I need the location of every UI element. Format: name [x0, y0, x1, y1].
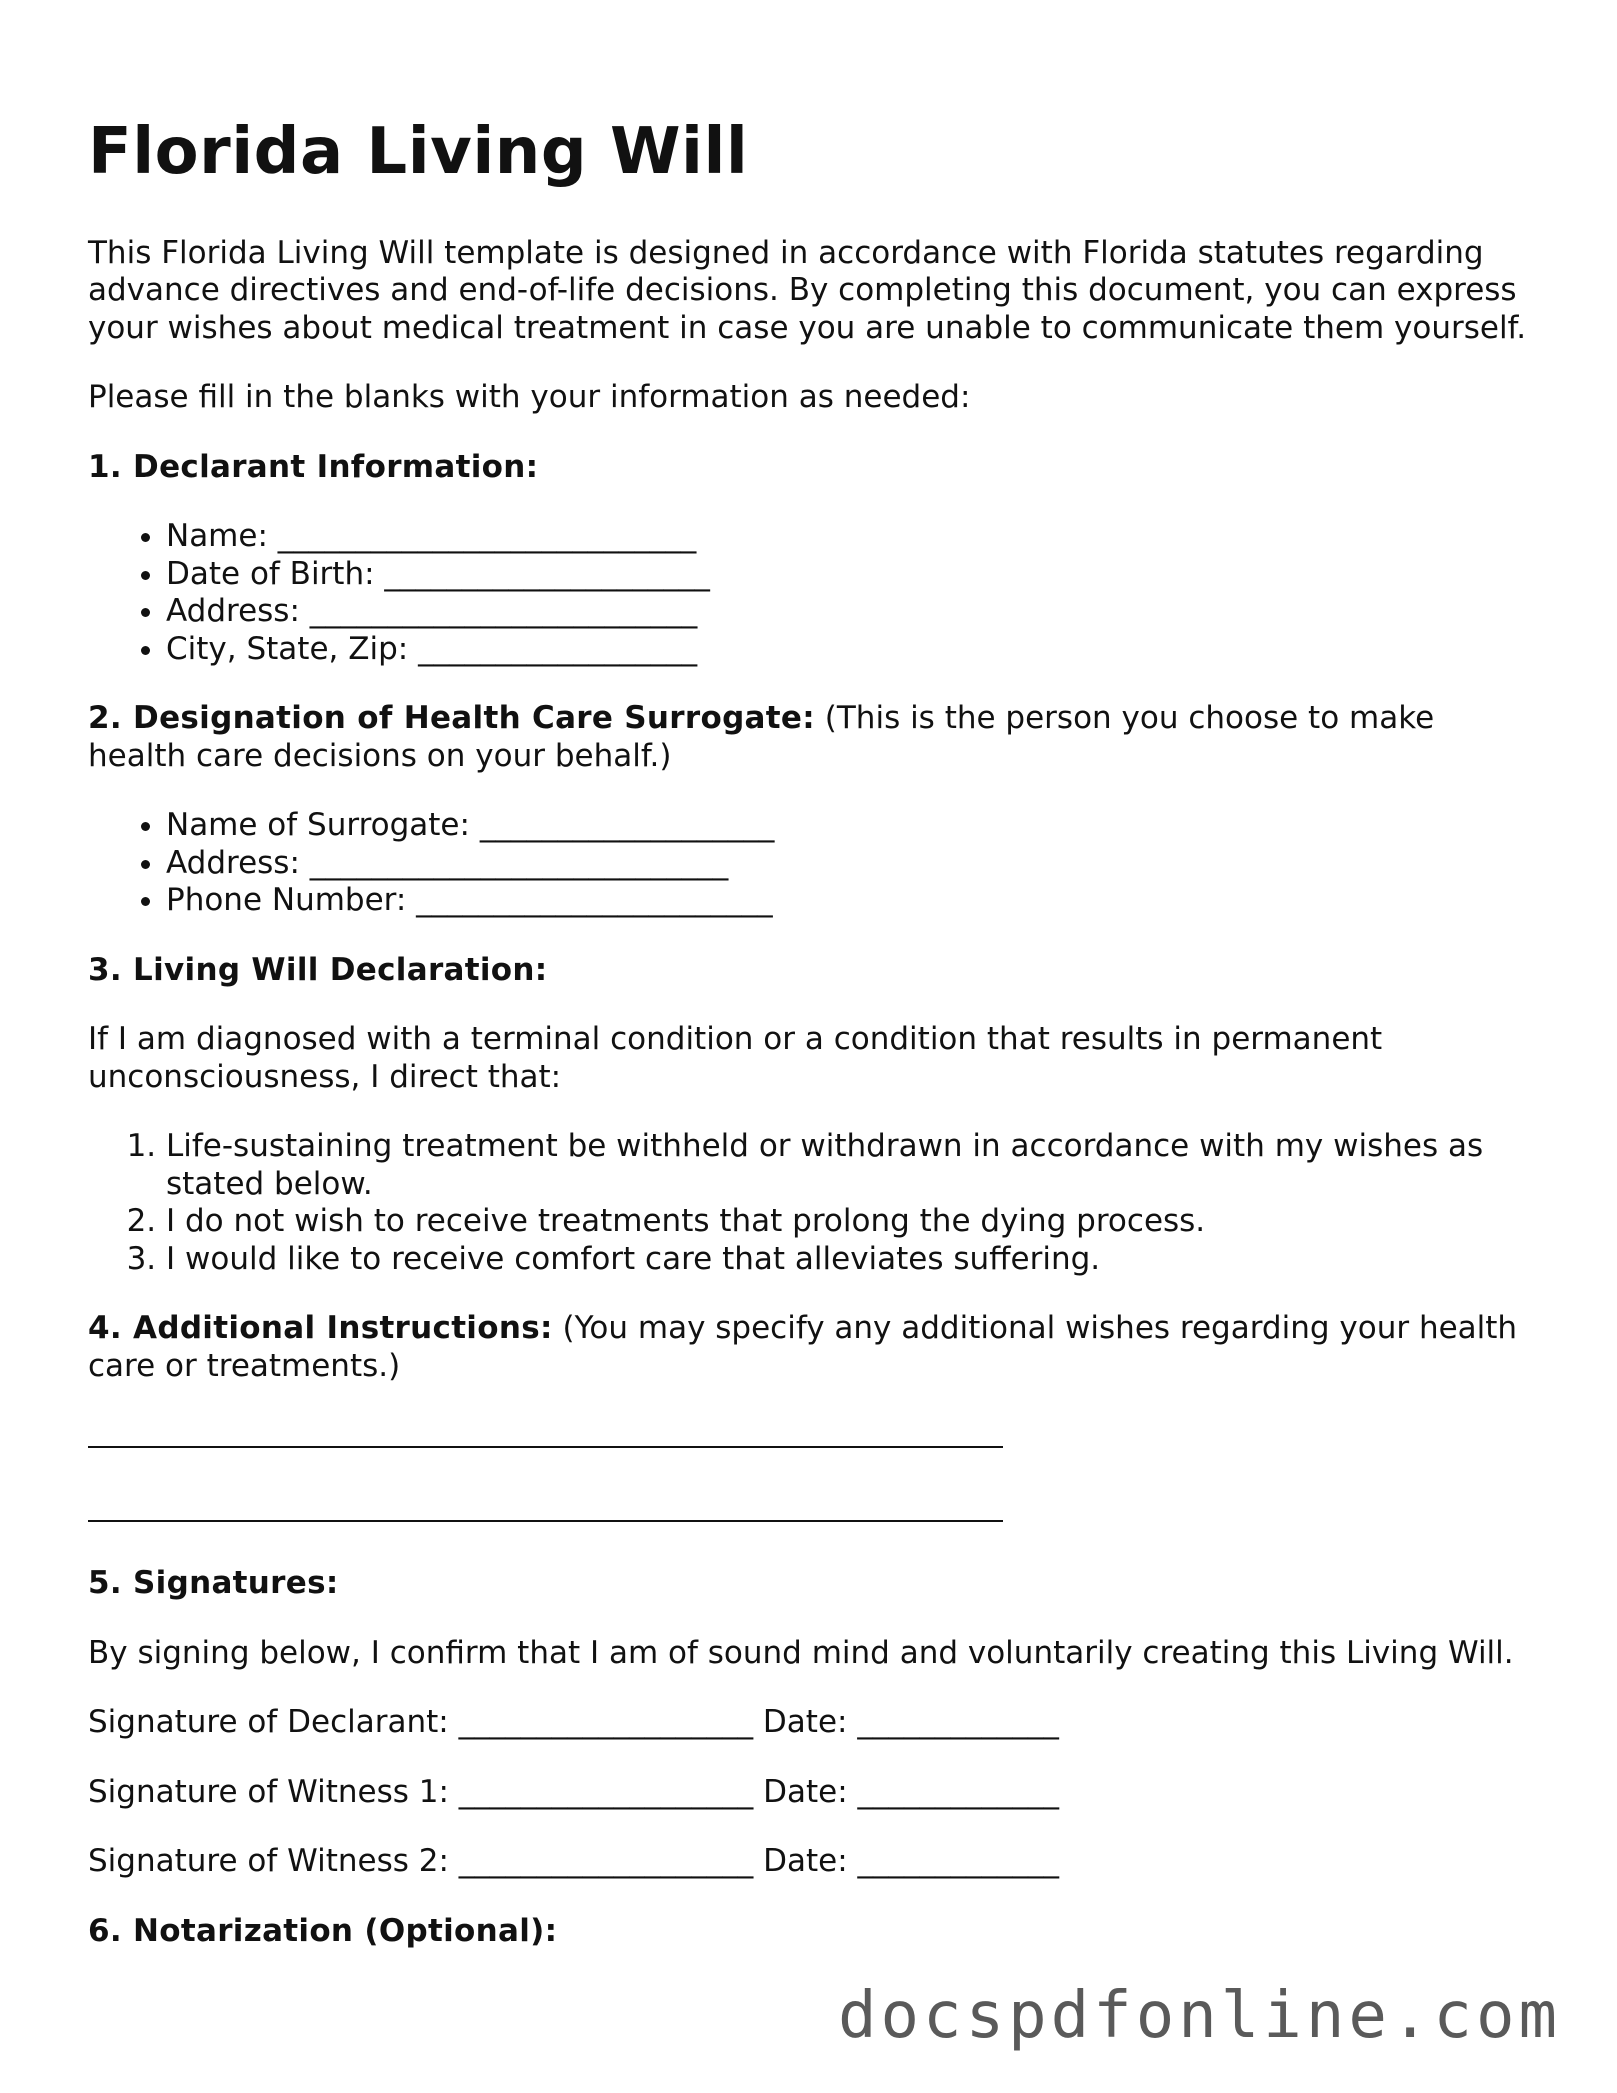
document-title: Florida Living Will	[88, 115, 749, 189]
surrogate-fields-list	[88, 807, 1528, 920]
field-label: Name of Surrogate:	[166, 807, 480, 844]
field-label: Date of Birth:	[166, 555, 385, 592]
signature-blank: ___________________	[458, 1704, 754, 1741]
section-declaration-heading	[88, 952, 1528, 990]
watermark: docspdfonline.com	[837, 1979, 1561, 2053]
field-label: Address:	[166, 844, 310, 881]
declarant-signature-line[interactable]	[88, 1704, 1528, 1742]
field-blank: _______________________	[416, 882, 773, 919]
date-blank: _____________	[857, 1704, 1059, 1741]
signature-blank: ___________________	[458, 1773, 754, 1810]
section-additional-title: 4. Additional Instructions:	[88, 1310, 553, 1347]
signature-label: Signature of Witness 1:	[88, 1773, 459, 1810]
section-declaration-title: 3. Living Will Declaration:	[88, 951, 548, 988]
declarant-address-field[interactable]	[166, 593, 1528, 631]
directive-item: 1. Life-sustaining treatment be withheld or withdrawn in accordance with my wishes as stated below.	[166, 1128, 1528, 1203]
declarant-fields-list	[88, 518, 1528, 668]
section-declarant-title: 1. Declarant Information:	[88, 448, 539, 485]
field-blank: __________________	[418, 630, 698, 667]
field-label: Phone Number:	[166, 882, 417, 919]
directive-item: 2. I do not wish to receive treatments that prolong the dying process.	[166, 1203, 1528, 1241]
fill-instruction: Please fill in the blanks with your information as needed:	[88, 379, 971, 416]
section-additional-note: (You may specify any additional wishes regarding your health care or treatments.)	[88, 1310, 1518, 1384]
date-label: Date:	[753, 1773, 858, 1810]
surrogate-name-field[interactable]	[166, 807, 1528, 845]
section-surrogate-heading	[88, 700, 1528, 775]
section-declarant-heading	[88, 449, 1528, 487]
field-blank: _________________________	[309, 593, 698, 630]
surrogate-phone-field[interactable]	[166, 882, 1528, 920]
document-page	[88, 96, 1528, 1982]
field-blank: _____________________	[384, 555, 710, 592]
field-blank: ___________________________	[309, 844, 729, 881]
section-signatures-heading	[88, 1565, 1528, 1603]
signature-label: Signature of Witness 2:	[88, 1843, 459, 1880]
intro-paragraph: This Florida Living Will template is designed in accordance with Florida statutes regarding advance directives and end-of-life decisions. By completing this document, you can express your wishes about medical treatment in case you are unable to communicate them yourself.	[88, 234, 1527, 346]
section-notarization-heading	[88, 1913, 1528, 1951]
additional-instructions-line-2[interactable]	[88, 1491, 1528, 1533]
witness-1-signature-line[interactable]	[88, 1774, 1528, 1812]
surrogate-address-field[interactable]	[166, 845, 1528, 883]
directive-item: 3. I would like to receive comfort care that alleviates suffering.	[166, 1241, 1528, 1279]
signature-blank: ___________________	[458, 1843, 754, 1880]
signatures-text: By signing below, I confirm that I am of sound mind and voluntarily creating this Living Will.	[88, 1634, 1514, 1671]
blank-rule	[88, 1418, 1003, 1448]
witness-2-signature-line[interactable]	[88, 1843, 1528, 1881]
section-additional-heading	[88, 1310, 1528, 1385]
field-blank: ___________________	[479, 807, 775, 844]
declarant-name-field[interactable]	[166, 518, 1528, 556]
section-notarization-title: 6. Notarization (Optional):	[88, 1912, 558, 1949]
field-blank: ___________________________	[277, 518, 697, 555]
date-label: Date:	[753, 1704, 858, 1741]
field-label: Address:	[166, 593, 310, 630]
declarant-city-state-zip-field[interactable]	[166, 631, 1528, 669]
section-surrogate-title: 2. Designation of Health Care Surrogate:	[88, 700, 815, 737]
declaration-text: If I am diagnosed with a terminal condition or a condition that results in permanent unconsciousness, I direct that:	[88, 1021, 1383, 1095]
declarant-dob-field[interactable]	[166, 556, 1528, 594]
additional-instructions-line-1[interactable]	[88, 1417, 1528, 1459]
date-blank: _____________	[857, 1843, 1060, 1880]
declaration-directives-list	[88, 1128, 1528, 1278]
date-blank: _____________	[857, 1773, 1060, 1810]
blank-rule	[88, 1492, 1003, 1522]
section-surrogate-note: (This is the person you choose to make health care decisions on your behalf.)	[88, 700, 1435, 774]
field-label: Name:	[166, 518, 278, 555]
date-label: Date:	[753, 1843, 858, 1880]
field-label: City, State, Zip:	[166, 630, 419, 667]
section-signatures-title: 5. Signatures:	[88, 1565, 339, 1602]
signature-label: Signature of Declarant:	[88, 1704, 459, 1741]
